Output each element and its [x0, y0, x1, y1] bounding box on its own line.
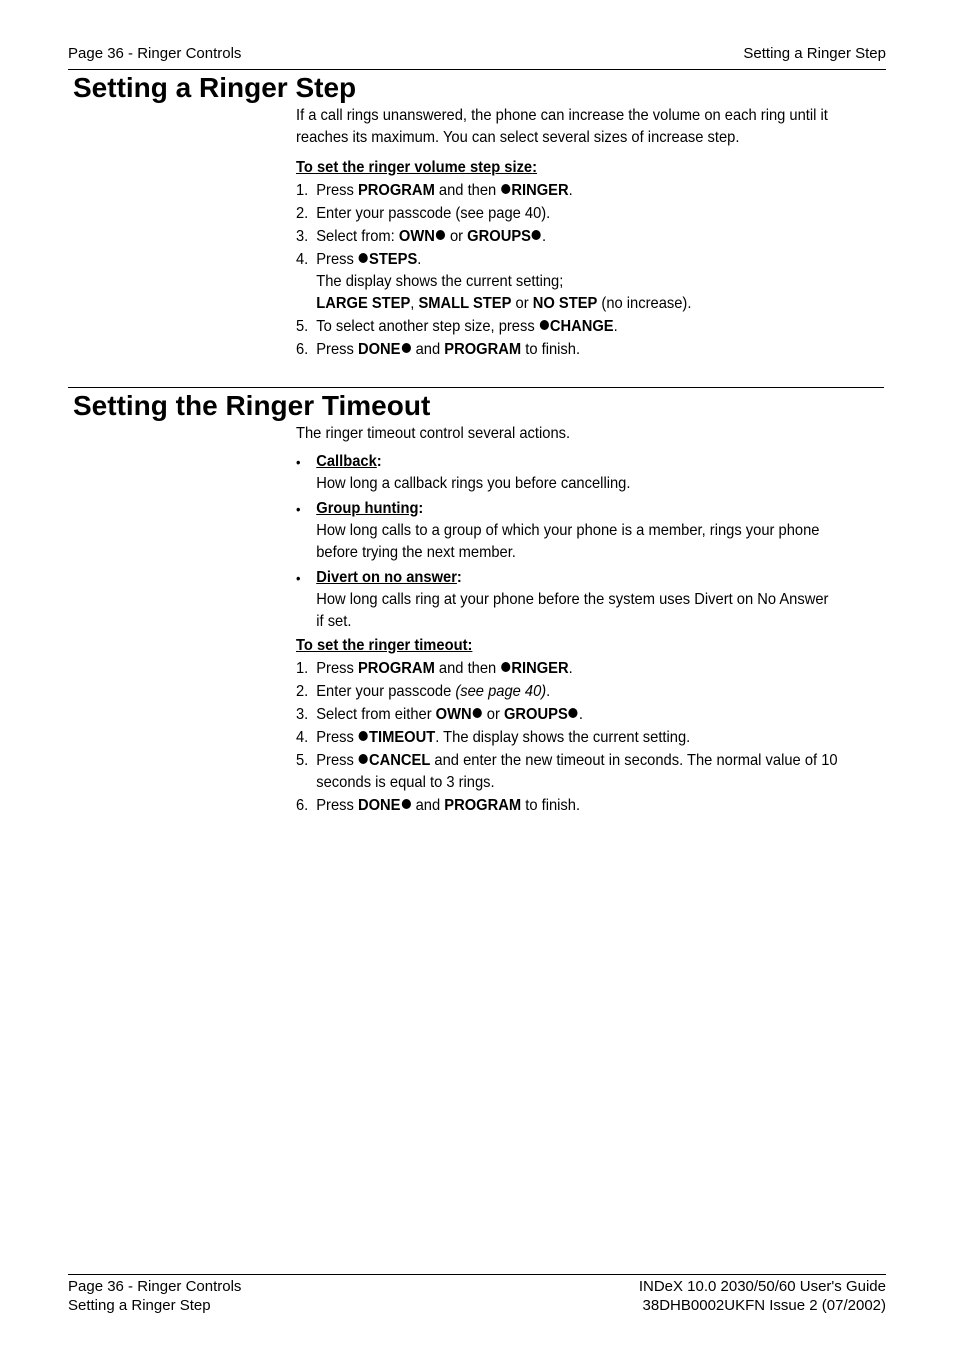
- bullet-icon: •: [296, 570, 301, 586]
- softkey-dot-icon: [501, 184, 510, 194]
- list-item: 5. Press CANCEL and enter the new timeout in seconds. The normal value of 10 seconds is equal to 3 rings.: [296, 752, 838, 791]
- footer-section: Setting a Ringer Step: [68, 1297, 211, 1314]
- bullet-icon: •: [296, 501, 301, 517]
- footer-right: [639, 1277, 886, 1315]
- subheading-timeout: To set the ringer timeout:: [296, 637, 473, 654]
- list-item: 1. Press PROGRAM and then RINGER.: [296, 660, 573, 677]
- list-item: • Callback: How long a callback rings you before cancelling.: [296, 453, 631, 492]
- list-item: 4. Press STEPS. The display shows the current setting; LARGE STEP, SMALL STEP or NO STEP (no increase).: [296, 251, 692, 312]
- softkey-dot-icon: [359, 731, 368, 741]
- page-header: [68, 45, 886, 70]
- list-item: 4. Press TIMEOUT. The display shows the current setting.: [296, 729, 691, 746]
- list-item: 5. To select another step size, press CHANGE.: [296, 318, 618, 335]
- intro-paragraph: If a call rings unanswered, the phone can increase the volume on each ring until it reaches its maximum. You can select several sizes of increase step.: [296, 107, 828, 146]
- softkey-dot-icon: [401, 343, 410, 353]
- steps-list: [296, 658, 839, 817]
- subheading-step-size: To set the ringer volume step size:: [296, 159, 538, 176]
- list-item: • Divert on no answer: How long calls ring at your phone before the system uses Divert on No Answer if set.: [296, 569, 829, 630]
- section-title-ringer-timeout: Setting the Ringer Timeout: [73, 390, 431, 421]
- intro-paragraph: The ringer timeout control several actions.: [296, 425, 571, 442]
- section-title-ringer-step: Setting a Ringer Step: [73, 72, 357, 103]
- footer-chapter: Page 36 - Ringer Controls: [68, 1278, 242, 1295]
- softkey-dot-icon: [473, 708, 482, 718]
- list-item: 3. Select from either OWN or GROUPS .: [296, 706, 583, 723]
- softkey-dot-icon: [569, 708, 578, 718]
- bullet-icon: •: [296, 454, 301, 470]
- header-left: Page 36 - Ringer Controls: [68, 45, 242, 62]
- header-right: Setting a Ringer Step: [743, 45, 886, 62]
- section-body-ringer-step: [296, 105, 839, 361]
- list-item: 2. Enter your passcode (see page 40).: [296, 683, 551, 700]
- footer-issue: 38DHB0002UKFN Issue 2 (07/2002): [642, 1297, 886, 1314]
- softkey-dot-icon: [401, 799, 410, 809]
- steps-list: [296, 180, 839, 361]
- list-item: 6. Press DONE and PROGRAM to finish.: [296, 341, 581, 358]
- section-body-ringer-timeout: [296, 423, 839, 817]
- list-item: • Group hunting: How long calls to a group of which your phone is a member, rings your phone before trying the next member.: [296, 500, 820, 561]
- softkey-dot-icon: [436, 230, 445, 240]
- footer-left: [68, 1277, 241, 1315]
- softkey-dot-icon: [501, 662, 510, 672]
- softkey-dot-icon: [532, 230, 541, 240]
- footer-guide-title: INDeX 10.0 2030/50/60 User's Guide: [638, 1278, 886, 1295]
- section-divider: [68, 387, 884, 388]
- softkey-dot-icon: [359, 754, 368, 764]
- list-item: 1. Press PROGRAM and then RINGER.: [296, 182, 573, 199]
- list-item: 3. Select from: OWN or GROUPS .: [296, 228, 547, 245]
- softkey-dot-icon: [359, 253, 368, 263]
- softkey-dot-icon: [540, 320, 549, 330]
- page-footer: [68, 1274, 886, 1314]
- list-item: 2. Enter your passcode (see page 40).: [296, 205, 551, 222]
- timeout-bullets: [296, 451, 839, 633]
- list-item: 6. Press DONE and PROGRAM to finish.: [296, 797, 581, 814]
